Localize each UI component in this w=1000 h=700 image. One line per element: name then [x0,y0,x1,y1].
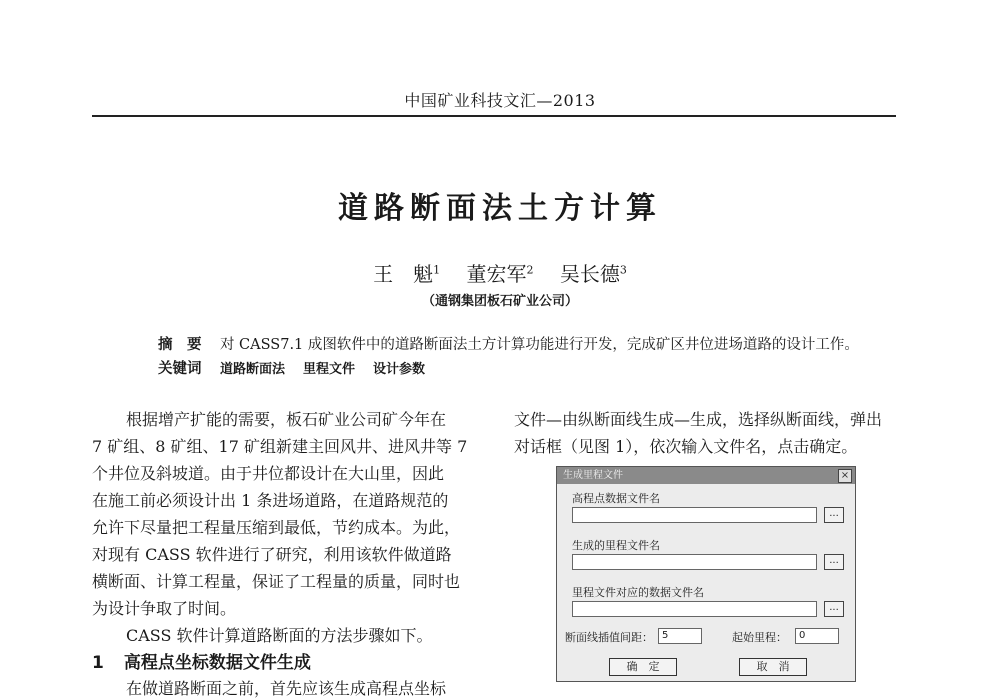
cancel-button[interactable]: 取 消 [739,658,807,676]
dialog-title: 生成里程文件 [563,470,623,481]
abstract [158,333,859,354]
body-line: 7 矿组、8 矿组、17 矿组新建主回风井、进风井等 7 [92,437,468,456]
interval-label: 断面线插值间距： [565,631,653,644]
body-line: 根据增产扩能的需要，板石矿业公司矿今年在 [126,410,447,429]
data-file-input[interactable] [572,601,817,617]
keyword: 道路断面法 [219,362,285,377]
author-affil-mark: 2 [526,263,534,277]
running-head: 中国矿业科技文汇—2013 [404,91,596,110]
keyword: 里程文件 [302,362,355,377]
figure-dialog [556,466,856,682]
abstract-label: 摘 要 [158,337,202,353]
mileage-file-label: 生成的里程文件名 [572,539,660,552]
body-line: 文件—由纵断面线生成—生成，选择纵断面线，弹出 [514,410,883,429]
elevation-file-label: 高程点数据文件名 [572,492,660,505]
body-line: 为设计争取了时间。 [92,599,237,618]
author-affil-mark: 3 [619,263,627,277]
interval-input[interactable]: 5 [658,628,702,644]
close-icon[interactable]: × [838,469,852,483]
abstract-text: 对 CASS7.1 成图软件中的道路断面法土方计算功能进行开发，完成矿区井位进场道路的设计工作。 [219,337,859,353]
body-line: 个井位及斜坡道。由于井位都设计在大山里，因此 [92,464,445,483]
right-column [514,406,900,460]
body-line: 在施工前必须设计出 1 条进场道路，在道路规范的 [92,491,449,510]
author-2 [467,262,534,286]
start-mileage-input[interactable]: 0 [795,628,839,644]
dialog-titlebar [557,467,855,484]
keywords [158,357,443,378]
header-rule [92,115,896,117]
browse-button-2[interactable]: ... [824,554,844,570]
keyword: 设计参数 [372,362,425,377]
body-line: 对现有 CASS 软件进行了研究，利用该软件做道路 [92,545,452,564]
start-mileage-label: 起始里程： [732,631,787,644]
body-line-cut: 在做道路断面之前，首先应该生成高程点坐标 [126,679,447,698]
article-title: 道路断面法土方计算 [338,191,662,226]
author-name: 董宏军 [466,262,527,286]
author-affil-mark: 1 [433,263,441,277]
author-name: 吴长德 [559,262,620,286]
keywords-label: 关键词 [158,361,202,377]
body-line: 对话框（见图 1），依次输入文件名，点击确定。 [514,437,858,456]
author-3 [560,262,627,286]
browse-button-1[interactable]: ... [824,507,844,523]
section-heading [92,649,484,678]
affiliation: （通钢集团板石矿业公司） [421,294,578,309]
data-file-label: 里程文件对应的数据文件名 [572,586,704,599]
mileage-file-input[interactable] [572,554,817,570]
author-1 [373,262,440,286]
body-line: 允许下尽量把工程量压缩到最低，节约成本。为此， [92,518,461,537]
elevation-file-input[interactable] [572,507,817,523]
browse-button-3[interactable]: ... [824,601,844,617]
left-column [92,406,484,698]
section-number: 1 [92,653,104,673]
author-list [0,258,1000,287]
ok-button[interactable]: 确 定 [609,658,677,676]
section-title: 高程点坐标数据文件生成 [123,653,311,673]
body-line: 横断面、计算工程量，保证了工程量的质量，同时也 [92,572,461,591]
body-line: CASS 软件计算道路断面的方法步骤如下。 [126,626,433,645]
author-name: 王 魁 [373,262,434,286]
